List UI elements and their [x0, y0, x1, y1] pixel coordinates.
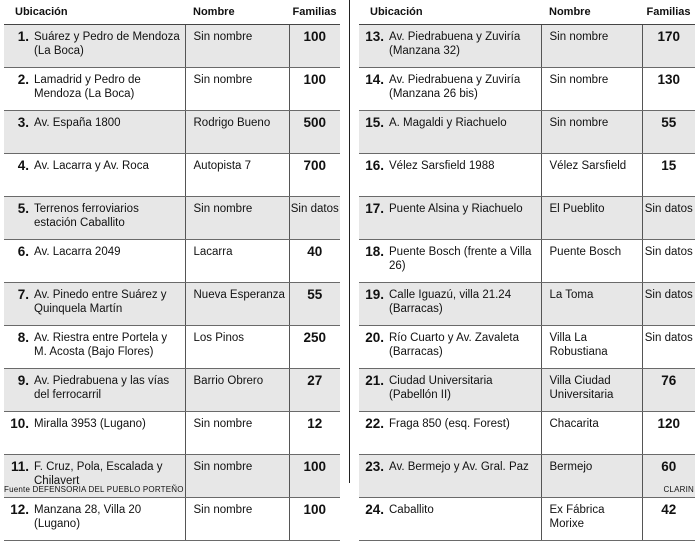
familias-value: Sin datos [290, 203, 339, 215]
familias-value: 60 [661, 459, 677, 474]
row-number: 14. [365, 72, 384, 87]
cell-ubicacion [4, 68, 185, 111]
familias-value: 130 [657, 72, 681, 87]
row-number: 19. [365, 287, 384, 302]
row-number: 2. [17, 72, 29, 87]
header-familias: Familias [642, 0, 695, 25]
cell-ubicacion [4, 412, 185, 455]
cell-nombre: Sin nombre [185, 412, 289, 455]
location-text: Ciudad Universitaria (Pabellón II) [389, 375, 493, 401]
row-number: 13. [365, 29, 384, 44]
row-number: 12. [10, 502, 29, 517]
table-row [359, 498, 695, 541]
cell-familias [642, 111, 695, 154]
cell-nombre: Rodrigo Bueno [185, 111, 289, 154]
familias-value: Sin datos [644, 246, 693, 258]
table-left [4, 0, 340, 541]
cell-nombre: Ex Fábrica Morixe [541, 498, 642, 541]
table-row [359, 326, 695, 369]
location-text: Manzana 28, Villa 20 (Lugano) [34, 504, 142, 530]
header-ubicacion: Ubicación [359, 0, 541, 25]
familias-value: 27 [307, 373, 323, 388]
familias-value: 100 [303, 72, 327, 87]
cell-familias [642, 412, 695, 455]
cell-ubicacion [359, 111, 541, 154]
row-number: 7. [17, 287, 29, 302]
credit: CLARIN [663, 485, 694, 494]
cell-ubicacion [4, 240, 185, 283]
cell-familias [642, 240, 695, 283]
row-number: 22. [365, 416, 384, 431]
cell-nombre: Sin nombre [541, 111, 642, 154]
location-text: Suárez y Pedro de Mendoza (La Boca) [34, 31, 180, 57]
location-text: Av. Piedrabuena y las vías del ferrocarril [34, 375, 170, 401]
location-text: Av. Piedrabuena y Zuviría (Manzana 32) [389, 31, 521, 57]
location-text: Av. Piedrabuena y Zuviría (Manzana 26 bis) [389, 74, 521, 100]
location-text: Vélez Sarsfield 1988 [389, 160, 495, 172]
table-row [4, 25, 340, 68]
location-text: Av. Bermejo y Av. Gral. Paz [389, 461, 529, 473]
cell-ubicacion [359, 25, 541, 68]
cell-ubicacion [359, 197, 541, 240]
table-row [359, 412, 695, 455]
cell-nombre: Bermejo [541, 455, 642, 498]
source-note: Fuente DEFENSORIA DEL PUEBLO PORTEÑO [4, 485, 184, 494]
cell-nombre: Villa La Robustiana [541, 326, 642, 369]
cell-nombre: Sin nombre [185, 68, 289, 111]
table-row [359, 68, 695, 111]
familias-value: 40 [307, 244, 323, 259]
cell-familias [289, 283, 340, 326]
cell-ubicacion [4, 197, 185, 240]
header-nombre: Nombre [541, 0, 642, 25]
row-number: 3. [17, 115, 29, 130]
cell-ubicacion [4, 111, 185, 154]
cell-ubicacion [359, 154, 541, 197]
location-text: Av. Lacarra y Av. Roca [34, 160, 149, 172]
row-number: 5. [17, 201, 29, 216]
cell-familias [642, 326, 695, 369]
location-text: F. Cruz, Pola, Escalada y Chilavert [34, 461, 163, 487]
cell-familias [642, 154, 695, 197]
cell-nombre: Lacarra [185, 240, 289, 283]
cell-familias [289, 240, 340, 283]
cell-familias [642, 197, 695, 240]
cell-ubicacion [4, 25, 185, 68]
cell-nombre: Sin nombre [185, 455, 289, 498]
row-number: 1. [17, 29, 29, 44]
cell-nombre: Villa Ciudad Universitaria [541, 369, 642, 412]
location-text: Av. Lacarra 2049 [34, 246, 121, 258]
cell-ubicacion [4, 283, 185, 326]
table-body-left [4, 25, 340, 541]
cell-familias [642, 369, 695, 412]
column-divider [349, 0, 350, 483]
row-number: 16. [365, 158, 384, 173]
location-text: Puente Alsina y Riachuelo [389, 203, 523, 215]
row-number: 9. [17, 373, 29, 388]
table-row [4, 197, 340, 240]
cell-familias [289, 154, 340, 197]
cell-nombre: Los Pinos [185, 326, 289, 369]
familias-value: 100 [303, 29, 327, 44]
table-row [4, 369, 340, 412]
row-number: 15. [365, 115, 384, 130]
familias-value: 42 [661, 502, 677, 517]
cell-nombre: Sin nombre [185, 498, 289, 541]
cell-nombre: Nueva Esperanza [185, 283, 289, 326]
location-text: Av. Riestra entre Portela y M. Acosta (Bajo Flores) [34, 332, 168, 358]
row-number: 17. [365, 201, 384, 216]
cell-familias [289, 369, 340, 412]
cell-familias [642, 68, 695, 111]
cell-familias [642, 498, 695, 541]
cell-familias [289, 412, 340, 455]
familias-value: 700 [303, 158, 327, 173]
familias-value: 55 [661, 115, 677, 130]
row-number: 18. [365, 244, 384, 259]
table-row [4, 498, 340, 541]
row-number: 21. [365, 373, 384, 388]
cell-familias [642, 25, 695, 68]
cell-ubicacion [4, 498, 185, 541]
familias-value: 100 [303, 502, 327, 517]
table-right [359, 0, 695, 541]
cell-familias [289, 68, 340, 111]
familias-value: 250 [303, 330, 327, 345]
cell-nombre: Barrio Obrero [185, 369, 289, 412]
cell-nombre: Sin nombre [541, 25, 642, 68]
row-number: 24. [365, 502, 384, 517]
familias-value: 76 [661, 373, 677, 388]
cell-familias [289, 498, 340, 541]
table-header-row [359, 0, 695, 25]
cell-ubicacion [359, 283, 541, 326]
table-row [4, 240, 340, 283]
cell-ubicacion [359, 326, 541, 369]
cell-familias [642, 283, 695, 326]
cell-nombre: La Toma [541, 283, 642, 326]
familias-value: 120 [657, 416, 681, 431]
cell-ubicacion [359, 498, 541, 541]
location-text: Caballito [389, 504, 434, 516]
familias-value: 500 [303, 115, 327, 130]
header-ubicacion: Ubicación [4, 0, 185, 25]
location-text: Puente Bosch (frente a Villa 26) [389, 246, 532, 272]
cell-ubicacion [359, 412, 541, 455]
familias-value: 100 [303, 459, 327, 474]
cell-nombre: Chacarita [541, 412, 642, 455]
location-text: Terrenos ferroviarios estación Caballito [34, 203, 139, 229]
cell-ubicacion [359, 240, 541, 283]
cell-ubicacion [4, 326, 185, 369]
table-row [359, 197, 695, 240]
table-row [4, 68, 340, 111]
cell-nombre: Puente Bosch [541, 240, 642, 283]
location-text: Calle Iguazú, villa 21.24 (Barracas) [389, 289, 512, 315]
table-row [359, 25, 695, 68]
table-row [4, 154, 340, 197]
cell-nombre: Sin nombre [185, 25, 289, 68]
cell-familias [289, 326, 340, 369]
familias-value: 15 [661, 158, 677, 173]
cell-nombre: Sin nombre [185, 197, 289, 240]
table-body-right [359, 25, 695, 541]
table-header-row [4, 0, 340, 25]
location-text: Av. Pinedo entre Suárez y Quinquela Martín [34, 289, 167, 315]
familias-value: 170 [657, 29, 681, 44]
cell-nombre: Sin nombre [541, 68, 642, 111]
location-text: Río Cuarto y Av. Zavaleta (Barracas) [389, 332, 519, 358]
table-row [4, 111, 340, 154]
cell-nombre: El Pueblito [541, 197, 642, 240]
table-row [359, 283, 695, 326]
familias-value: 55 [307, 287, 323, 302]
header-nombre: Nombre [185, 0, 289, 25]
familias-value: Sin datos [644, 203, 693, 215]
cell-ubicacion [359, 369, 541, 412]
cell-familias [289, 25, 340, 68]
table-row [359, 111, 695, 154]
location-text: Fraga 850 (esq. Forest) [389, 418, 510, 430]
table-row [359, 154, 695, 197]
footer [4, 485, 694, 494]
familias-value: Sin datos [644, 332, 693, 344]
row-number: 8. [17, 330, 29, 345]
cell-familias [289, 111, 340, 154]
table-row [4, 326, 340, 369]
cell-nombre: Vélez Sarsfield [541, 154, 642, 197]
table-row [359, 369, 695, 412]
cell-ubicacion [4, 369, 185, 412]
row-number: 23. [365, 459, 384, 474]
location-text: Av. España 1800 [34, 117, 121, 129]
row-number: 6. [17, 244, 29, 259]
row-number: 11. [10, 459, 29, 474]
cell-familias [289, 197, 340, 240]
header-familias: Familias [289, 0, 340, 25]
row-number: 20. [365, 330, 384, 345]
location-text: Miralla 3953 (Lugano) [34, 418, 146, 430]
location-text: A. Magaldi y Riachuelo [389, 117, 507, 129]
table-row [359, 240, 695, 283]
location-text: Lamadrid y Pedro de Mendoza (La Boca) [34, 74, 141, 100]
cell-ubicacion [359, 68, 541, 111]
familias-value: 12 [307, 416, 323, 431]
table-row [4, 283, 340, 326]
row-number: 10. [10, 416, 29, 431]
cell-nombre: Autopista 7 [185, 154, 289, 197]
familias-value: Sin datos [644, 289, 693, 301]
row-number: 4. [17, 158, 29, 173]
table-row [4, 412, 340, 455]
cell-ubicacion [4, 154, 185, 197]
